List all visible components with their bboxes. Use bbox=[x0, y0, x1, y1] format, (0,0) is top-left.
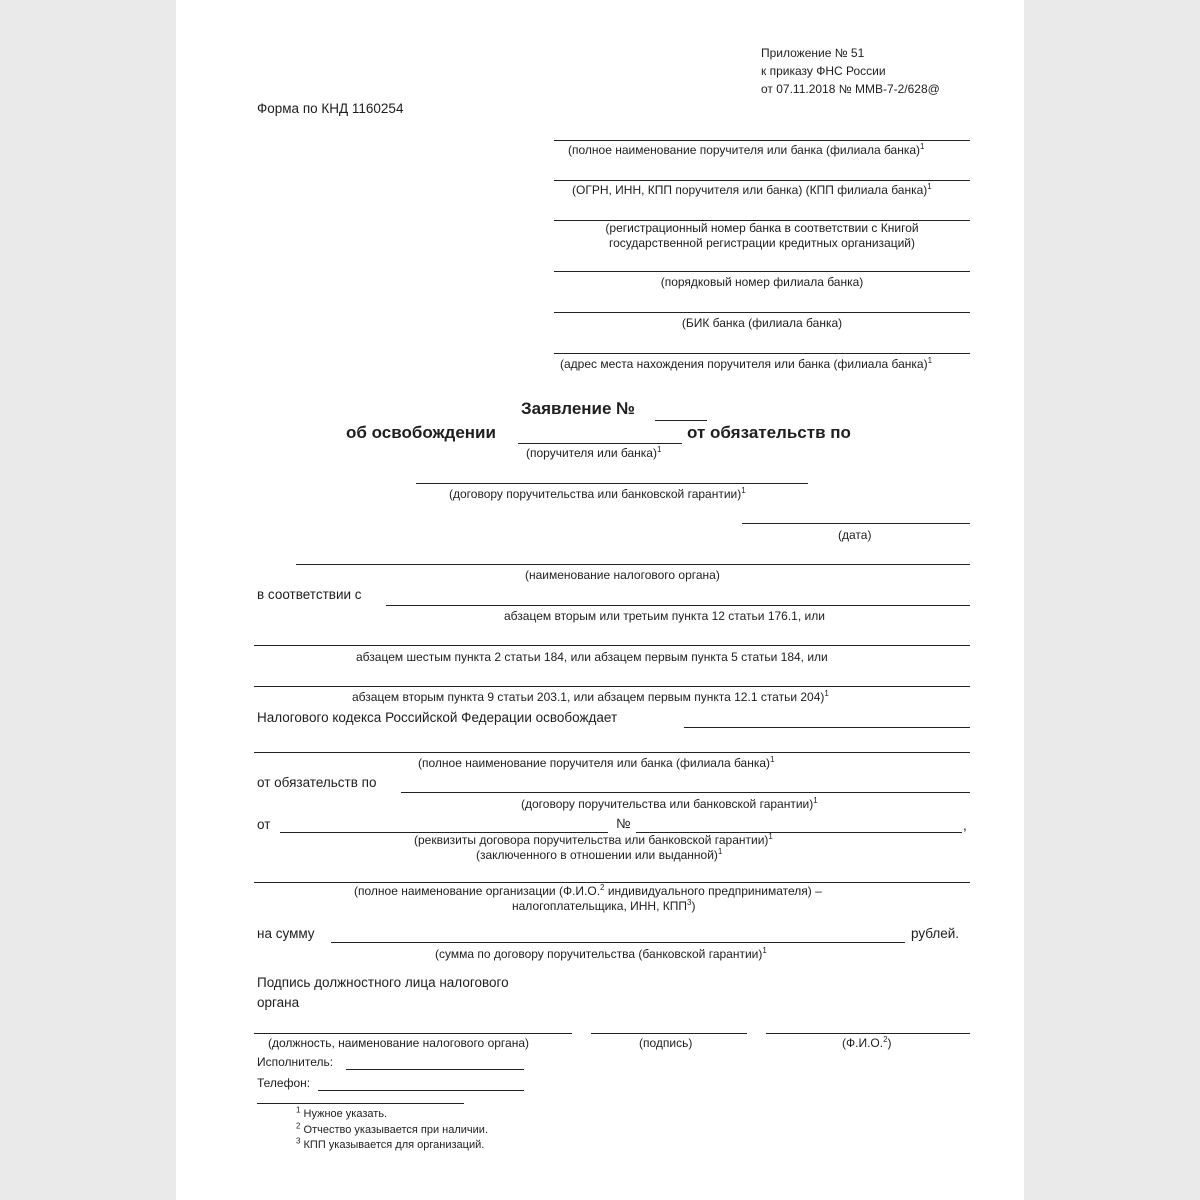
amount-line[interactable] bbox=[331, 942, 905, 943]
date-line[interactable] bbox=[742, 523, 970, 524]
released-party-hint: (полное наименование поручителя или банка (филиала банка)$^1$ bbox=[418, 755, 775, 770]
phone-line[interactable] bbox=[318, 1090, 524, 1091]
contract-type-line[interactable] bbox=[416, 483, 808, 484]
guarantor-or-bank-hint: (поручителя или банка)$^1$ bbox=[526, 445, 662, 460]
tax-authority-hint: (наименование налогового органа) bbox=[525, 568, 720, 582]
amount-label: на сумму bbox=[257, 926, 315, 941]
footnote-2: $^2$ Отчество указывается при наличии. bbox=[296, 1121, 489, 1136]
branch-number-line[interactable] bbox=[554, 271, 970, 272]
bik-hint: (БИК банка (филиала банка) bbox=[681, 316, 843, 330]
signature-hint: (подпись) bbox=[639, 1036, 693, 1050]
fio-hint: (Ф.И.О.$^2$) bbox=[842, 1035, 892, 1050]
contract-details-hint: (реквизиты договора поручительства или банковской гарантии)$^1$ bbox=[414, 832, 773, 847]
signature-label-1: Подпись должностного лица налогового bbox=[257, 975, 509, 990]
footnote-separator bbox=[257, 1103, 464, 1104]
taxpayer-hint-1: (полное наименование организации (Ф.И.О.$^2$ индивидуального предпринимателя) – bbox=[354, 883, 822, 898]
released-party-line-2[interactable] bbox=[254, 752, 970, 753]
executor-line[interactable] bbox=[346, 1069, 524, 1070]
application-number-line[interactable] bbox=[655, 420, 707, 421]
reg-number-hint-1: (регистрационный номер банка в соответствии с Книгой bbox=[605, 221, 919, 235]
basis-hint-2: абзацем шестым пункта 2 статьи 184, или абзацем первым пункта 5 статьи 184, или bbox=[356, 650, 828, 664]
branch-number-hint: (порядковый номер филиала банка) bbox=[660, 275, 864, 289]
from-label: от bbox=[257, 817, 271, 832]
footnote-1: $^1$ Нужное указать. bbox=[296, 1105, 388, 1120]
concluded-hint: (заключенного в отношении или выданной)$^1$ bbox=[476, 847, 723, 862]
position-line[interactable] bbox=[254, 1033, 572, 1034]
signature-label-2: органа bbox=[257, 995, 300, 1010]
taxpayer-line[interactable] bbox=[254, 882, 970, 883]
tax-authority-line[interactable] bbox=[296, 564, 970, 565]
rubles-label: рублей. bbox=[911, 926, 960, 941]
number-label: № bbox=[616, 816, 631, 831]
appendix-line-3: от 07.11.2018 № ММВ-7-2/628@ bbox=[761, 82, 940, 96]
contract-kind-line[interactable] bbox=[401, 792, 970, 793]
tax-code-releases-label: Налогового кодекса Российской Федерации освобождает bbox=[257, 710, 618, 725]
footnote-3: $^3$ КПП указывается для организаций. bbox=[296, 1136, 485, 1151]
basis-line-2[interactable] bbox=[254, 645, 970, 646]
bik-line[interactable] bbox=[554, 312, 970, 313]
form-code: Форма по КНД 1160254 bbox=[257, 101, 404, 116]
contract-type-hint: (договору поручительства или банковской гарантии)$^1$ bbox=[449, 486, 746, 501]
executor-label: Исполнитель: bbox=[257, 1055, 334, 1069]
date-hint: (дата) bbox=[838, 528, 872, 542]
address-hint: (адрес места нахождения поручителя или банка (филиала банка)$^1$ bbox=[560, 356, 933, 371]
address-line[interactable] bbox=[554, 353, 970, 354]
title-obligations-by: от обязательств по bbox=[687, 423, 851, 442]
document-page bbox=[176, 0, 1024, 1200]
guarantor-name-line[interactable] bbox=[554, 140, 970, 141]
released-party-line-1[interactable] bbox=[684, 727, 970, 728]
basis-hint-3: абзацем вторым пункта 9 статьи 203.1, или абзацем первым пункта 12.1 статьи 204)$^1$ bbox=[352, 689, 829, 704]
guarantor-codes-line[interactable] bbox=[554, 180, 970, 181]
guarantor-codes-hint: (ОГРН, ИНН, КПП поручителя или банка) (КПП филиала банка)$^1$ bbox=[572, 182, 932, 197]
phone-label: Телефон: bbox=[257, 1076, 311, 1090]
appendix-line-2: к приказу ФНС России bbox=[761, 64, 886, 78]
guarantor-blank-line[interactable] bbox=[518, 443, 682, 444]
obligations-by-label: от обязательств по bbox=[257, 775, 377, 790]
signature-line[interactable] bbox=[591, 1033, 747, 1034]
contract-kind-hint: (договору поручительства или банковской гарантии)$^1$ bbox=[521, 796, 818, 811]
basis-line-3[interactable] bbox=[254, 686, 970, 687]
title-release-of: об освобождении bbox=[346, 423, 496, 442]
in-accordance-label: в соответствии с bbox=[257, 587, 362, 602]
guarantor-name-hint: (полное наименование поручителя или банка (филиала банка)$^1$ bbox=[568, 142, 925, 157]
position-hint: (должность, наименование налогового органа) bbox=[268, 1036, 529, 1050]
reg-number-hint-2: государственной регистрации кредитных организаций) bbox=[608, 236, 916, 250]
appendix-line-1: Приложение № 51 bbox=[761, 46, 865, 60]
basis-hint-1: абзацем вторым или третьим пункта 12 статьи 176.1, или bbox=[504, 609, 825, 623]
basis-line-1[interactable] bbox=[386, 605, 970, 606]
comma: , bbox=[963, 818, 967, 833]
fio-line[interactable] bbox=[766, 1033, 970, 1034]
taxpayer-hint-2: налогоплательщика, ИНН, КПП$^3$) bbox=[512, 898, 696, 913]
title-line-1: Заявление № bbox=[521, 399, 636, 418]
amount-hint: (сумма по договору поручительства (банковской гарантии)$^1$ bbox=[435, 946, 767, 961]
